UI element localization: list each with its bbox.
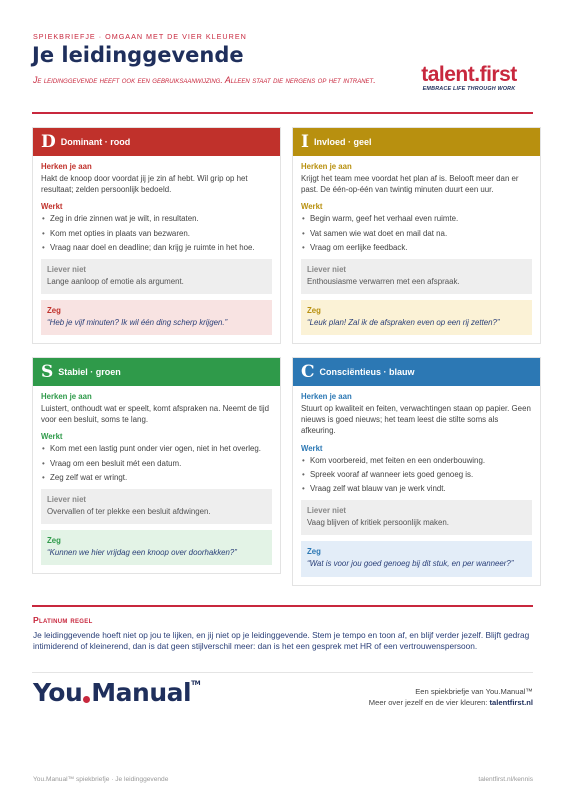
brand-name: talent.first: [421, 63, 517, 86]
more-info-text: Meer over jezelf en de vier kleuren:: [368, 698, 488, 707]
recognize-text: Luistert, onthoudt wat er speelt, komt afspraken na. Neemt de tijd voor een besluit, soms te lang.: [41, 404, 270, 425]
recognize-label: Herken je aan: [301, 162, 352, 171]
say-box: [41, 530, 272, 565]
say-text: “Heb je vijf minuten? Ik wil één ding scherp krijgen.”: [47, 318, 228, 328]
works-label: Werkt: [41, 432, 63, 442]
site-link[interactable]: talentfirst.nl: [489, 698, 533, 707]
works-label: Werkt: [301, 202, 323, 212]
card-letter: S: [41, 362, 54, 382]
recognize-label: Herken je aan: [41, 162, 92, 171]
say-label: Zeg: [47, 306, 61, 316]
card-header: [33, 128, 280, 156]
say-label: Zeg: [47, 536, 61, 546]
say-text: “Kunnen we hier vrijdag een knoop over doorhakken?”: [47, 548, 237, 558]
page-footer-left: You.Manual™ spiekbriefje · Je leidinggevende: [33, 776, 169, 783]
page-footer-right[interactable]: talentfirst.nl/kennis: [478, 776, 533, 783]
list-item: • Vraag naar doel en deadline; dan krijg je ruimte in het hoe.: [41, 242, 272, 253]
card-conscientieus: [292, 357, 541, 586]
works-list: [41, 443, 272, 483]
card-title: Dominant · rood: [60, 137, 131, 147]
platinum-text: Je leidinggevende hoeft niet op jou te lijken, en jij niet op je leidinggevende. Stem je tempo en toon af, en blijf verder jezelf. Blijft gedrag intimiderend of kleinerend, dan is dat geen stijlverschil meer: dan is het een gesprek met HR of een vertrouwenspersoon.: [33, 630, 530, 652]
list-item: • Vraag zelf wat blauw van je werk vindt.: [301, 483, 532, 494]
youmanual-logo: [33, 678, 200, 707]
avoid-box: [301, 500, 532, 535]
card-dominant: [32, 127, 281, 344]
avoid-text: Overvallen of ter plekke een besluit afdwingen.: [47, 507, 211, 517]
avoid-text: Enthousiasme verwarren met een afspraak.: [307, 277, 460, 287]
avoid-text: Vaag blijven of kritiek persoonlijk maken.: [307, 518, 449, 528]
card-invloed: [292, 127, 541, 344]
avoid-box: [301, 259, 532, 294]
list-item: • Begin warm, geef het verhaal even ruimte.: [301, 213, 532, 224]
list-item: • Zeg in drie zinnen wat je wilt, in resultaten.: [41, 213, 272, 224]
list-item: • Kom met een lastig punt onder vier ogen, niet in het overleg.: [41, 443, 272, 454]
card-header: [293, 128, 540, 156]
say-box: [301, 300, 532, 335]
say-text: “Leuk plan! Zal ik de afspraken even op een rij zetten?”: [307, 318, 500, 328]
recognize-label: Herken je aan: [301, 392, 352, 401]
list-item: • Zeg zelf wat er wringt.: [41, 472, 272, 483]
avoid-box: [41, 259, 272, 294]
top-divider: [32, 112, 533, 114]
recognize-text: Hakt de knoop door voordat jij je zin af hebt. Wil grip op het resultaat; zelden persoonlijk bedoeld.: [41, 174, 248, 195]
works-label: Werkt: [301, 443, 323, 453]
avoid-box: [41, 489, 272, 524]
say-box: [301, 541, 532, 576]
avoid-label: Liever niet: [47, 265, 86, 275]
card-letter: I: [301, 132, 309, 152]
recognize-label: Herken je aan: [41, 392, 92, 401]
works-list: [301, 455, 532, 495]
talentfirst-logo: [406, 63, 532, 92]
avoid-label: Liever niet: [307, 265, 346, 275]
credit-line: Een spiekbriefje van You.Manual™: [415, 687, 533, 696]
card-title: Consciëntieus · blauw: [319, 367, 415, 377]
more-info-line: [369, 697, 533, 708]
kicker: SPIEKBRIEFJE · OMGAAN MET DE VIER KLEUREN: [33, 32, 247, 41]
list-item: • Spreek vooraf af wanneer iets goed genoeg is.: [301, 469, 532, 480]
list-item: • Kom voorbereid, met feiten en een onderbouwing.: [301, 455, 532, 466]
intro-text: Je leidinggevende heeft ook een gebruiksaanwijzing. Alleen staat die nergens op het intranet.: [33, 75, 376, 85]
platinum-divider: [32, 605, 533, 607]
card-stabiel: [32, 357, 281, 574]
recognize-text: Krijgt het team mee voordat het plan af is. Belooft meer dan er past. De één-op-één van twintig minuten duurt een uur.: [301, 174, 519, 195]
say-box: [41, 300, 272, 335]
say-text: “Wat is voor jou goed genoeg bij dit stuk, en per wanneer?”: [307, 559, 514, 569]
say-label: Zeg: [307, 547, 321, 557]
platinum-heading: Platinum regel: [33, 615, 93, 625]
footer-divider: [32, 672, 533, 673]
footer-credit: [369, 686, 533, 708]
card-title: Invloed · geel: [313, 137, 372, 147]
list-item: • Vraag om eerlijke feedback.: [301, 242, 532, 253]
say-label: Zeg: [307, 306, 321, 316]
recognize-text: Stuurt op kwaliteit en feiten, verwachtingen staan op papier. Geen nieuws is goed nieuws; het team leest die stilte soms als afkeuring.: [301, 404, 531, 436]
works-label: Werkt: [41, 202, 63, 212]
card-letter: C: [301, 362, 315, 382]
logo-dot-icon: [83, 696, 90, 703]
list-item: • Vraag om een besluit mét een datum.: [41, 458, 272, 469]
logo-part-you: You: [33, 678, 83, 707]
brand-tagline: EMBRACE LIFE THROUGH WORK: [422, 86, 516, 92]
works-list: [301, 213, 532, 253]
logo-tm: TM: [191, 680, 201, 687]
avoid-label: Liever niet: [47, 495, 86, 505]
page-title: Je leidinggevende: [32, 43, 244, 67]
avoid-text: Lange aanloop of emotie als argument.: [47, 277, 184, 287]
list-item: • Vat samen wie wat doet en mail dat na.: [301, 228, 532, 239]
list-item: • Kom met opties in plaats van bezwaren.: [41, 228, 272, 239]
card-header: [33, 358, 280, 386]
card-letter: D: [41, 132, 56, 152]
card-title: Stabiel · groen: [58, 367, 121, 377]
logo-part-manual: Manual: [91, 678, 192, 707]
card-header: [293, 358, 540, 386]
avoid-label: Liever niet: [307, 506, 346, 516]
works-list: [41, 213, 272, 253]
